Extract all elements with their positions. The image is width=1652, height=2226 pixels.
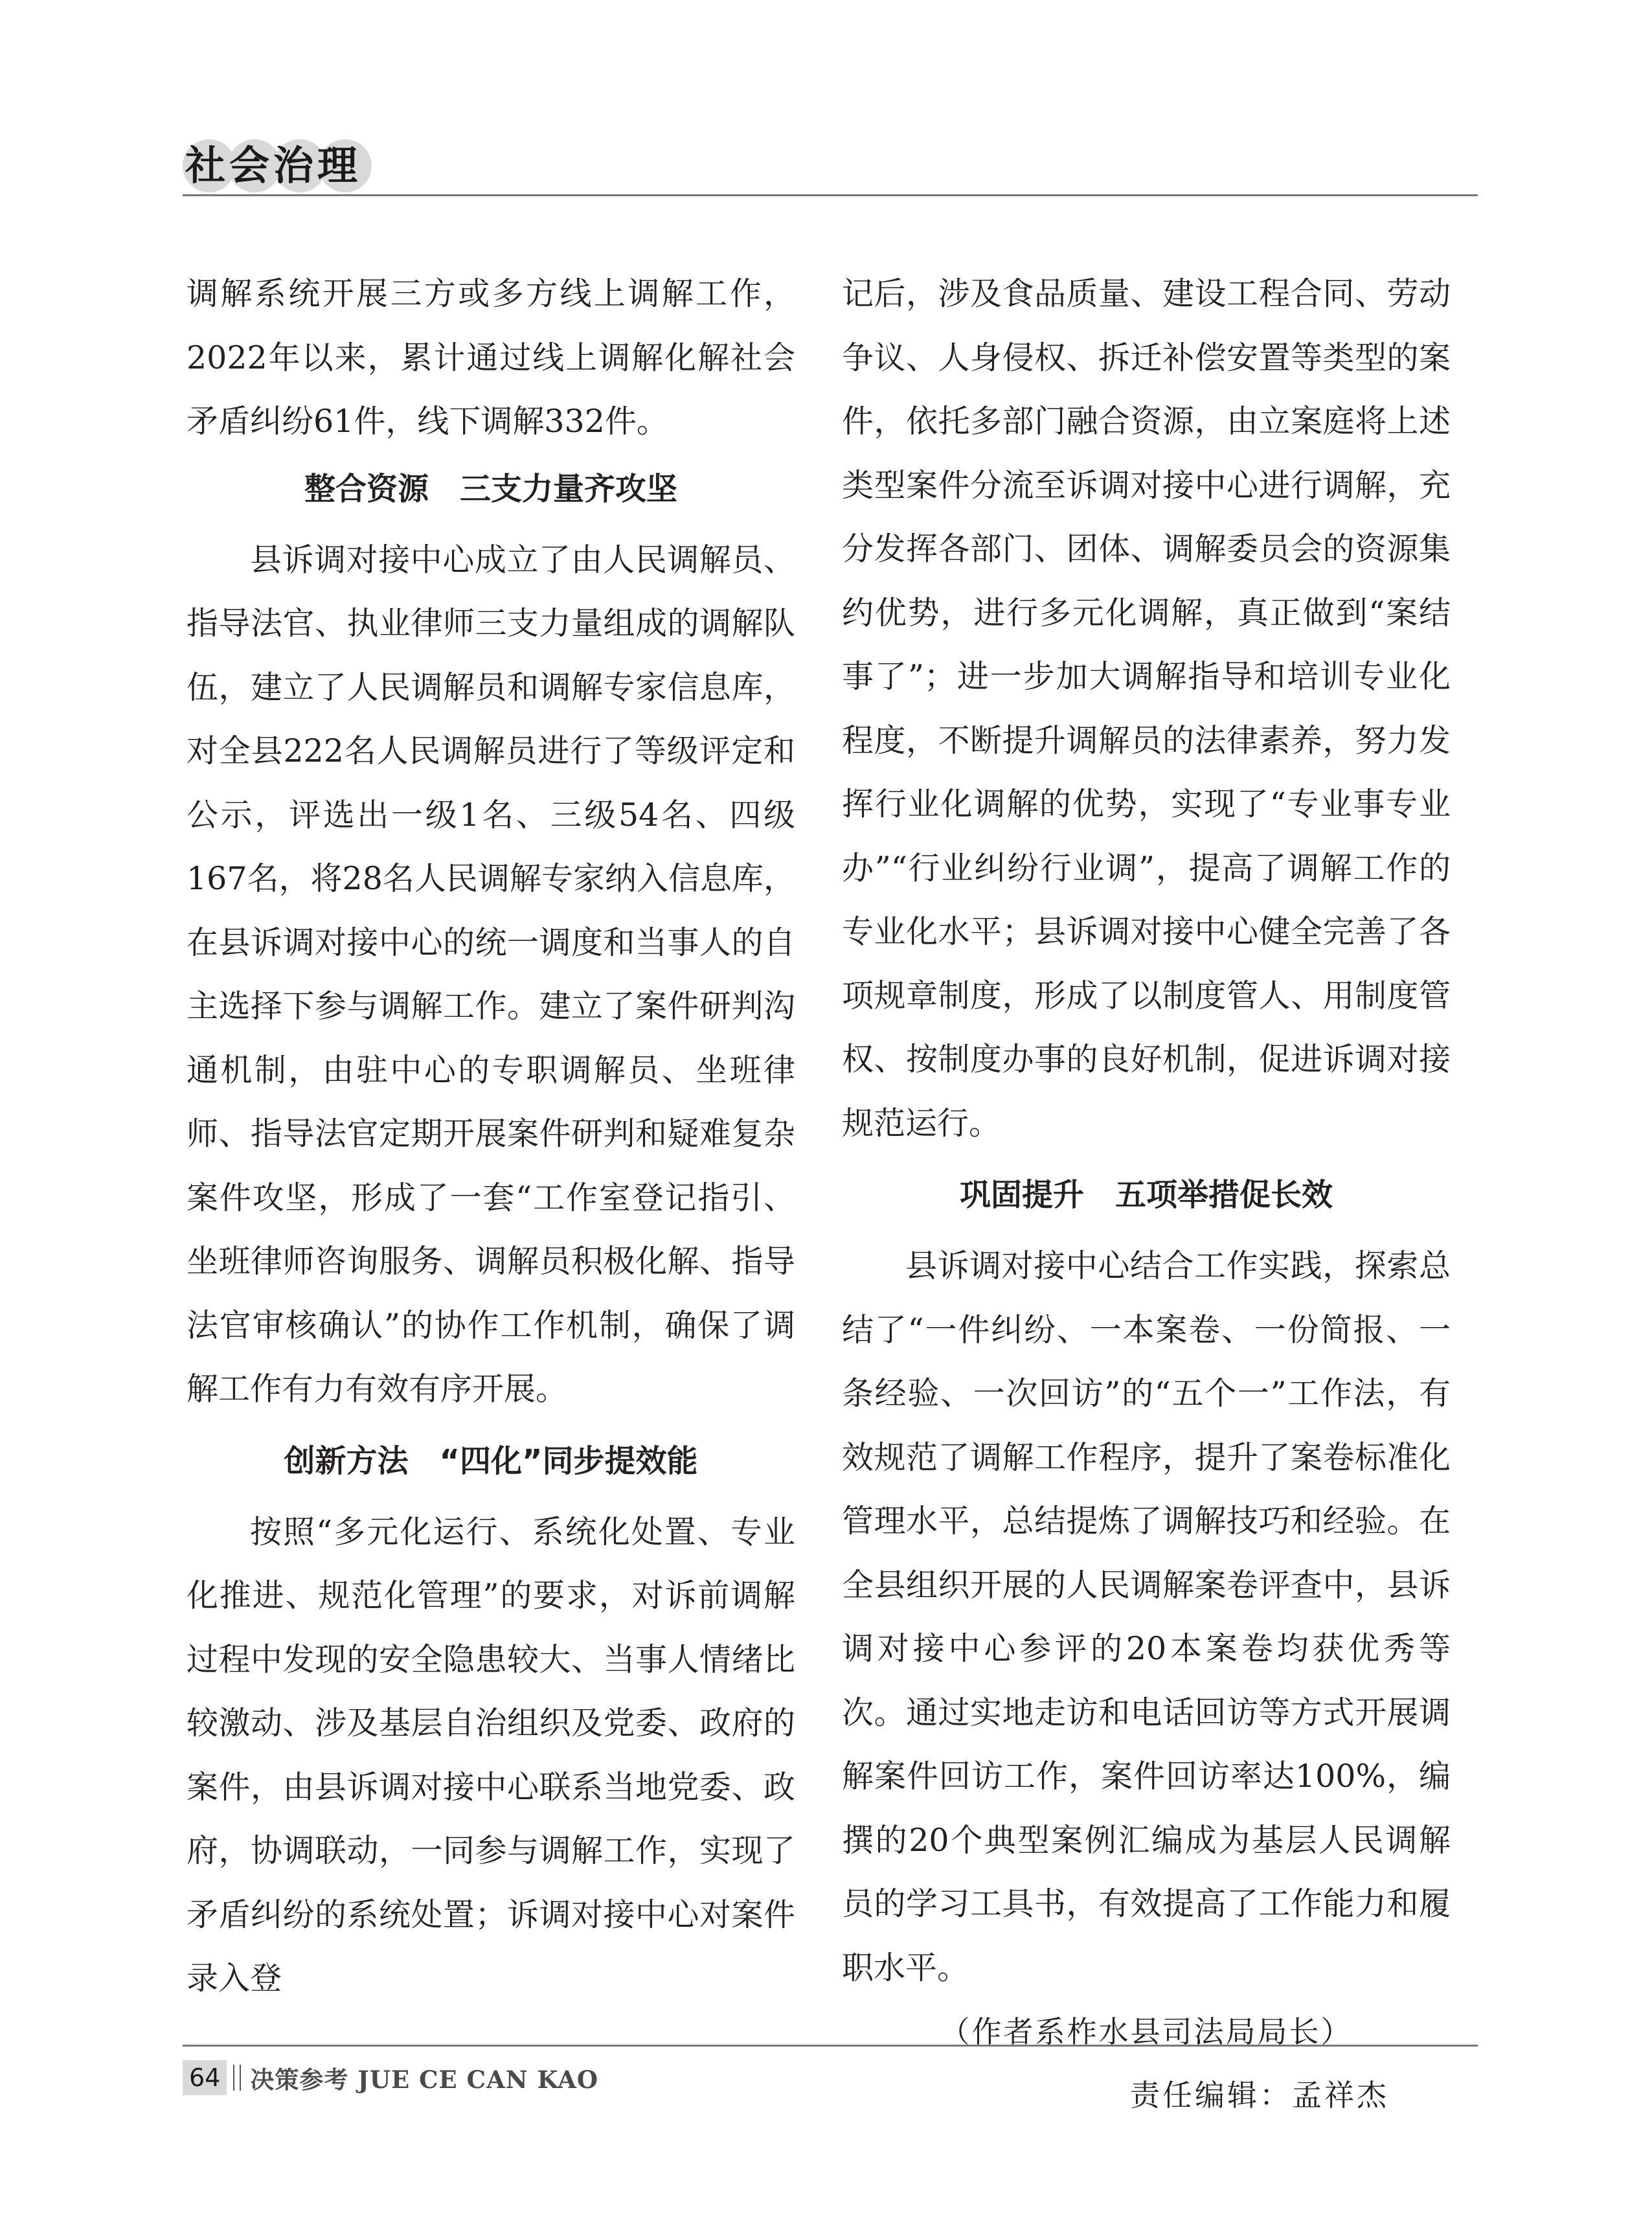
body-paragraph: 按照“多元化运行、系统化处置、专业化推进、规范化管理”的要求，对诉前调解过程中发现的安全隐患较大、当事人情绪比较激动、涉及基层自治组织及党委、政府的案件，由县诉调对接中心联系当地党委、政府，协调联动，一同参与调解工作，实现了矛盾纠纷的系统处置；诉调对接中心对案件录入登 bbox=[187, 1513, 795, 1997]
body-paragraph: 县诉调对接中心成立了由人民调解员、指导法官、执业律师三支力量组成的调解队伍，建立了人民调解员和调解专家信息库，对全县222名人民调解员进行了等级评定和公示，评选出一级1名、三级54名、四级167名，将28名人民调解专家纳入信息库，在县诉调对接中心的统一调度和当事人的自主选择下参与调解工作。建立了案件研判沟通机制，由驻中心的专职调解员、坐班律师、指导法官定期开展案件研判和疑难复杂案件攻坚，形成了一套“工作室登记指引、坐班律师咨询服务、调解员积极化解、指导法官审核确认”的协作工作机制，确保了调解工作有力有效有序开展。 bbox=[187, 541, 795, 1407]
body-paragraph: 调解系统开展三方或多方线上调解工作，2022年以来，累计通过线上调解化解社会矛盾纠纷61件，线下调解332件。 bbox=[187, 275, 795, 440]
body-paragraph: 记后，涉及食品质量、建设工程合同、劳动争议、人身侵权、拆迁补偿安置等类型的案件，依托多部门融合资源，由立案庭将上述类型案件分流至诉调对接中心进行调解，充分发挥各部门、团体、调解委员会的资源集约优势，进行多元化调解，真正做到“案结事了”；进一步加大调解指导和培训专业化程度，不断提升调解员的法律素养，努力发挥行业化调解的优势，实现了“专业事专业办”“行业纠纷行业调”，提高了调解工作的专业化水平；县诉调对接中心健全完善了各项规章制度，形成了以制度管人、用制度管权、按制度办事的良好机制，促进诉调对接规范运行。 bbox=[842, 275, 1451, 1142]
section-title: 社会治理 bbox=[185, 142, 362, 189]
section-heading: 整合资源 三支力量齐攻坚 bbox=[304, 470, 677, 507]
editor-credit: 责任编辑：孟祥杰 bbox=[1130, 2078, 1389, 2113]
body-paragraph: 县诉调对接中心结合工作实践，探索总结了“一件纠纷、一本案卷、一份简报、一条经验、一次回访”的“五个一”工作法，有效规范了调解工作程序，提升了案卷标准化管理水平，总结提炼了调解技巧和经验。在全县组织开展的人民调解案卷评查中，县诉调对接中心参评的20本案卷均获优秀等次。通过实地走访和电话回访等方式开展调解案件回访工作，案件回访率达100%，编撰的20个典型案例汇编成为基层人民调解员的学习工具书，有效提高了工作能力和履职水平。 bbox=[842, 1247, 1451, 1986]
section-heading: 创新方法 “四化”同步提效能 bbox=[284, 1442, 698, 1479]
footer-divider bbox=[233, 2065, 234, 2091]
journal-name: 决策参考 JUE CE CAN KAO bbox=[250, 2065, 599, 2094]
left-column bbox=[187, 262, 795, 2011]
header-rule bbox=[183, 194, 1478, 196]
section-heading: 巩固提升 五项举措促长效 bbox=[959, 1177, 1333, 1213]
right-column bbox=[842, 262, 1451, 2127]
page-number: 64 bbox=[183, 2060, 227, 2095]
footer-divider bbox=[240, 2065, 241, 2091]
footer-rule bbox=[183, 2045, 1478, 2047]
author-byline: （作者系柞水县司法局局长） bbox=[940, 2014, 1353, 2049]
page-footer bbox=[183, 2058, 598, 2097]
section-header bbox=[183, 133, 1478, 194]
